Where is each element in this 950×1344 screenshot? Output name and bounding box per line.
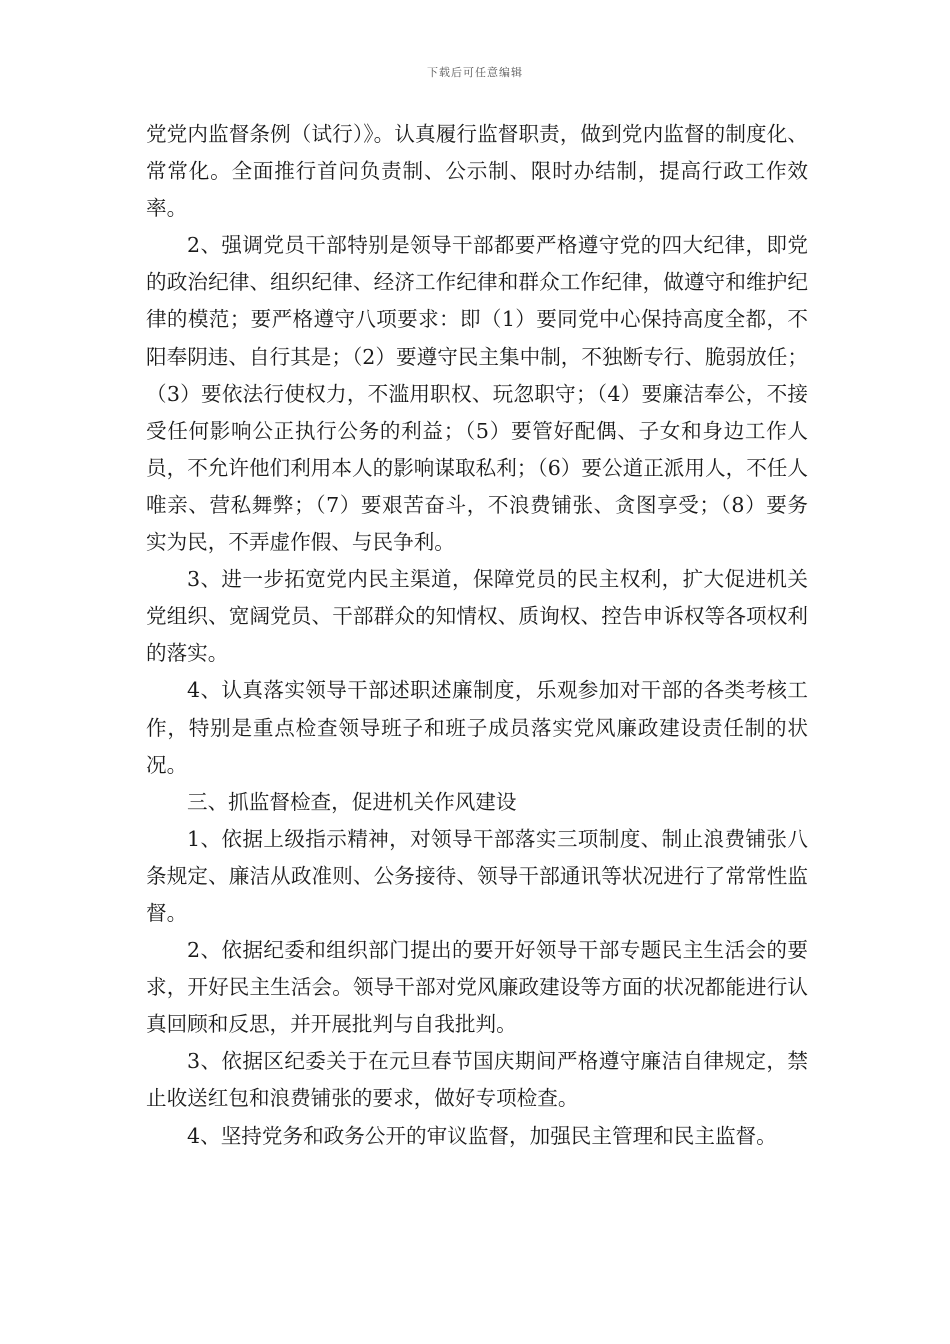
- paragraph-item-3-democracy: 3、进一步拓宽党内民主渠道，保障党员的民主权利，扩大促进机关党组织、宽阔党员、干部群众的知情权、质询权、控告申诉权等各项权利的落实。: [146, 567, 808, 666]
- paragraph-section3-item-1: 1、依据上级指示精神，对领导干部落实三项制度、制止浪费铺张八条规定、廉洁从政准则、公务接待、领导干部通讯等状况进行了常常性监督。: [146, 826, 808, 925]
- paragraph-continuation: 党党内监督条例（试行）》。认真履行监督职责，做到党内监督的制度化、常常化。全面推行首问负责制、公示制、限时办结制，提高行政工作效率。: [146, 122, 808, 221]
- document-body: [146, 116, 808, 1155]
- paragraph-section3-item-3: 3、依据区纪委关于在元旦春节国庆期间严格遵守廉洁自律规定，禁止收送红包和浪费铺张的要求，做好专项检查。: [146, 1049, 808, 1111]
- section-heading-3: 三、抓监督检查，促进机关作风建设: [187, 789, 517, 814]
- paragraph-section3-item-2: 2、依据纪委和组织部门提出的要开好领导干部专题民主生活会的要求，开好民主生活会。领导干部对党风廉政建设等方面的状况都能进行认真回顾和反思，并开展批判与自我批判。: [146, 938, 808, 1037]
- page-header: 下载后可任意编辑: [427, 66, 523, 79]
- paragraph-item-4-reporting: 4、认真落实领导干部述职述廉制度，乐观参加对干部的各类考核工作，特别是重点检查领导班子和班子成员落实党风廉政建设责任制的状况。: [146, 678, 808, 777]
- paragraph-item-2-discipline: 2、强调党员干部特别是领导干部都要严格遵守党的四大纪律，即党的政治纪律、组织纪律、经济工作纪律和群众工作纪律，做遵守和维护纪律的模范；要严格遵守八项要求：即（1）要同党中心保持高度全都，不阳奉阴违、自行其是；（2）要遵守民主集中制，不独断专行、脆弱放任；（3）要依法行使权力，不滥用职权、玩忽职守；（4）要廉洁奉公，不接受任何影响公正执行公务的利益；（5）要管好配偶、子女和身边工作人员，不允许他们利用本人的影响谋取私利；（6）要公道正派用人，不任人唯亲、营私舞弊；（7）要艰苦奋斗，不浪费铺张、贪图享受；（8）要务实为民，不弄虚作假、与民争利。: [146, 233, 808, 555]
- paragraph-section3-item-4: 4、坚持党务和政务公开的审议监督，加强民主管理和民主监督。: [187, 1123, 777, 1148]
